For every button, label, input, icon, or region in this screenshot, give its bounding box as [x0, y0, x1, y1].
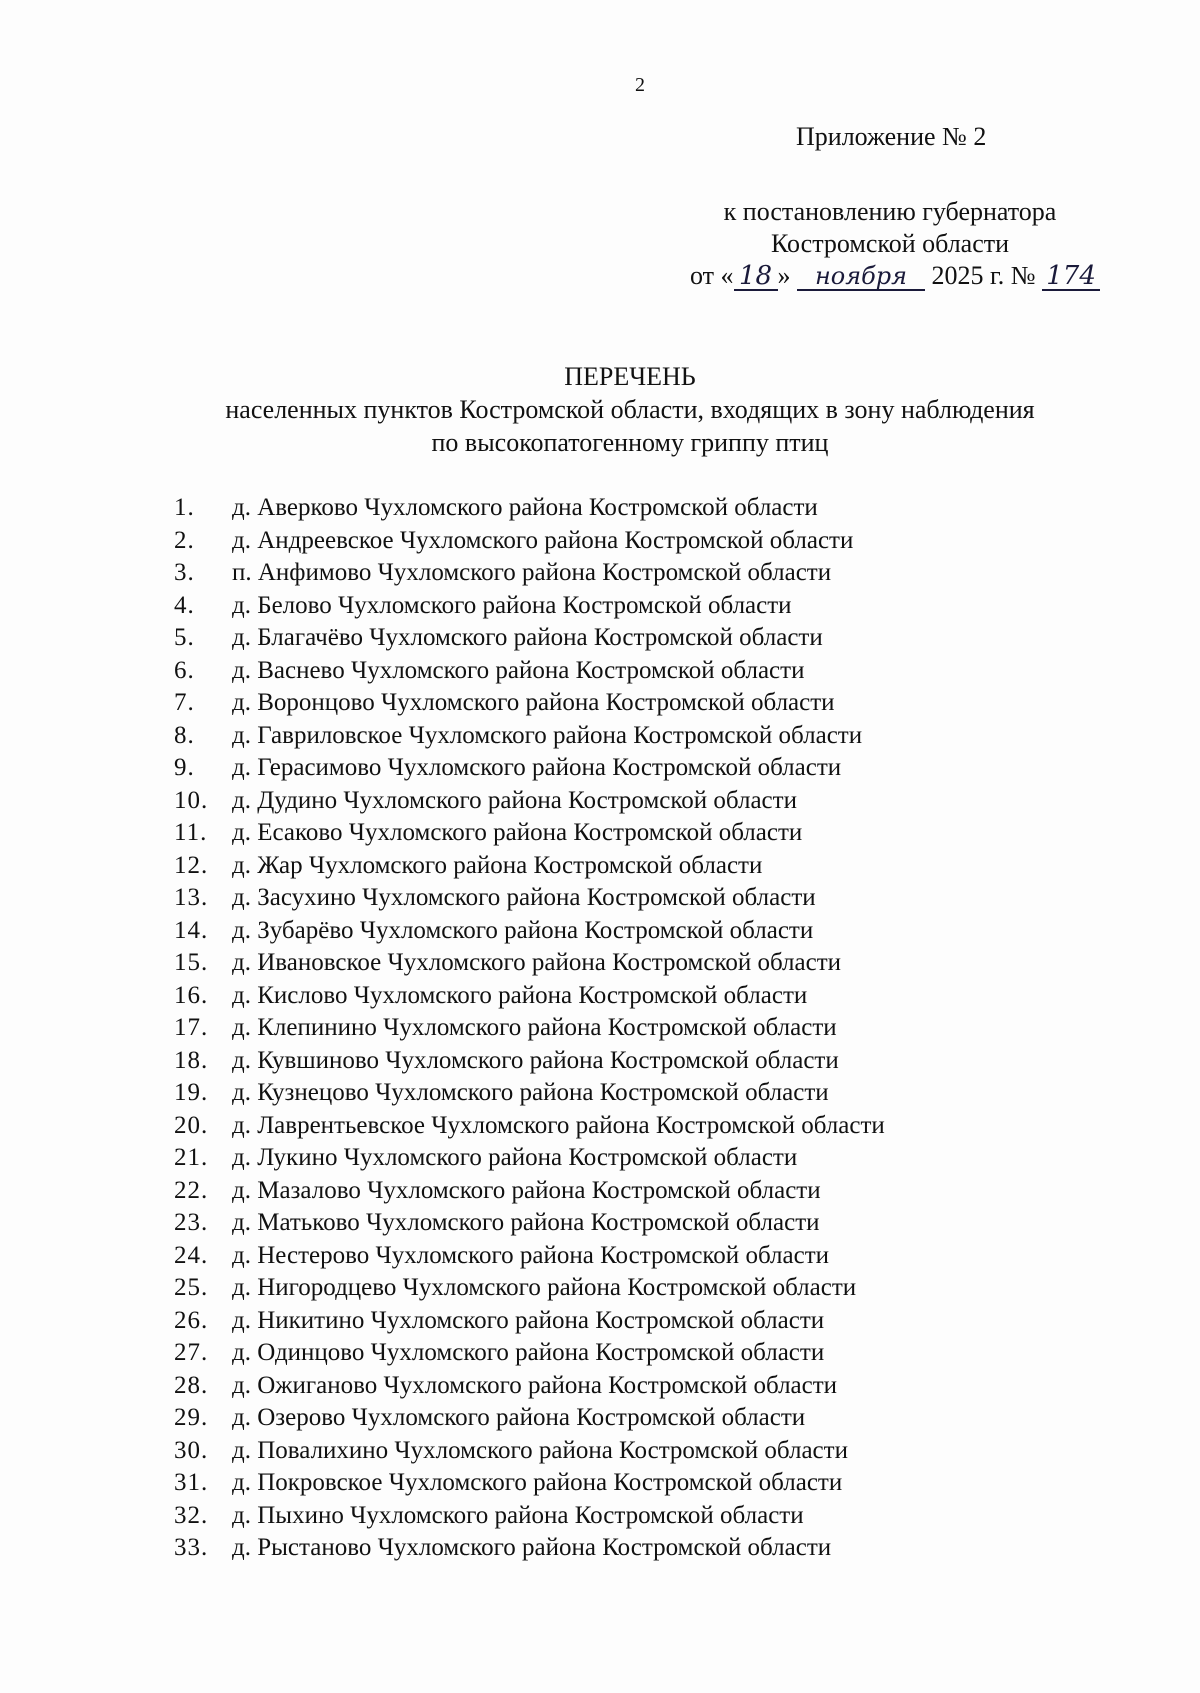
decree-reference	[690, 196, 1096, 292]
list-item	[150, 687, 885, 720]
page-number: 2	[635, 74, 645, 96]
handwritten-day: 18	[734, 263, 778, 291]
list-item-text: д. Нигородцево Чухломского района Костромской области	[232, 1274, 857, 1301]
list-item-number: 13.	[174, 884, 209, 911]
list-item-number: 31.	[174, 1469, 209, 1496]
decree-line-1: к постановлению губернатора	[723, 197, 1057, 226]
list-item	[150, 557, 885, 590]
list-item	[150, 1305, 885, 1338]
list-item-text: д. Зубарёво Чухломского района Костромской области	[232, 916, 814, 944]
list-item	[150, 850, 885, 883]
decree-day-close: »	[777, 261, 791, 290]
list-item-number: 33.	[174, 1534, 209, 1561]
list-item	[150, 882, 885, 915]
list-item-text: д. Мазалово Чухломского района Костромской области	[232, 1176, 821, 1204]
list-item-number: 30.	[174, 1436, 209, 1464]
list-item	[150, 1435, 885, 1468]
list-item-number: 22.	[174, 1176, 209, 1204]
list-item	[150, 590, 885, 623]
list-item-text: д. Андреевское Чухломского района Костромской области	[232, 526, 854, 554]
list-item-number: 24.	[174, 1241, 209, 1269]
list-item	[150, 622, 885, 655]
list-item-text: д. Жар Чухломского района Костромской области	[232, 851, 763, 879]
list-item	[150, 785, 885, 818]
list-item-number: 32.	[174, 1501, 209, 1529]
list-item-number: 21.	[174, 1144, 209, 1171]
list-item	[150, 1532, 885, 1565]
decree-date-prefix: от «	[690, 261, 734, 290]
list-item-text: д. Засухино Чухломского района Костромской области	[232, 884, 816, 911]
list-item-number: 16.	[174, 981, 209, 1009]
title-line-1: населенных пунктов Костромской области, входящих в зону наблюдения	[225, 395, 1035, 424]
list-item-number: 14.	[174, 916, 209, 944]
list-item-number: 10.	[174, 786, 209, 814]
list-item	[150, 1110, 885, 1143]
list-item-number: 7.	[174, 689, 195, 716]
list-item-text: д. Лаврентьевское Чухломского района Костромской области	[232, 1111, 885, 1139]
list-item-text: д. Рыстаново Чухломского района Костромской области	[232, 1534, 832, 1561]
list-item-text: д. Покровское Чухломского района Костромской области	[232, 1469, 843, 1496]
list-item	[150, 1370, 885, 1403]
list-item-number: 26.	[174, 1306, 209, 1334]
list-item-number: 29.	[174, 1404, 209, 1431]
list-item-number: 20.	[174, 1111, 209, 1139]
list-item-text: д. Дудино Чухломского района Костромской области	[232, 786, 797, 814]
document-title	[150, 360, 1110, 459]
list-item-text: д. Белово Чухломского района Костромской области	[232, 591, 792, 619]
list-item	[150, 1175, 885, 1208]
list-item-text: д. Есаково Чухломского района Костромской области	[232, 819, 803, 846]
list-item	[150, 720, 885, 753]
handwritten-month: ноября	[797, 263, 925, 291]
list-item	[150, 980, 885, 1013]
list-item-number: 4.	[174, 591, 195, 619]
title-line-2: по высокопатогенному гриппу птиц	[431, 428, 829, 457]
list-item-text: д. Воронцово Чухломского района Костромской области	[232, 689, 835, 716]
list-item	[150, 655, 885, 688]
list-item-number: 27.	[174, 1339, 209, 1366]
list-item-text: д. Лукино Чухломского района Костромской области	[232, 1144, 798, 1171]
list-item	[150, 1240, 885, 1273]
list-item-number: 23.	[174, 1209, 209, 1236]
list-item-number: 9.	[174, 754, 195, 781]
list-item-text: д. Благачёво Чухломского района Костромской области	[232, 624, 823, 651]
list-item	[150, 915, 885, 948]
list-item-number: 5.	[174, 624, 195, 651]
list-item	[150, 1142, 885, 1175]
list-item-text: д. Нестерово Чухломского района Костромской области	[232, 1241, 830, 1269]
list-item-text: д. Кузнецово Чухломского района Костромской области	[232, 1079, 829, 1106]
list-item-text: д. Ивановское Чухломского района Костромской области	[232, 949, 842, 976]
list-item	[150, 752, 885, 785]
list-item-number: 2.	[174, 526, 195, 554]
list-item	[150, 525, 885, 558]
list-item-text: д. Васнево Чухломского района Костромской области	[232, 656, 805, 684]
list-item-number: 8.	[174, 721, 195, 749]
list-item-text: д. Матьково Чухломского района Костромской области	[232, 1209, 820, 1236]
list-item-number: 19.	[174, 1079, 209, 1106]
list-item-text: п. Анфимово Чухломского района Костромской области	[232, 559, 832, 586]
list-item-number: 15.	[174, 949, 209, 976]
list-item	[150, 1077, 885, 1110]
list-item-text: д. Пыхино Чухломского района Костромской области	[232, 1501, 804, 1529]
list-item	[150, 1337, 885, 1370]
list-item-text: д. Герасимово Чухломского района Костромской области	[232, 754, 842, 781]
list-item-number: 6.	[174, 656, 195, 684]
list-item	[150, 947, 885, 980]
list-item	[150, 1045, 885, 1078]
settlement-list	[150, 492, 885, 1565]
list-item-text: д. Гавриловское Чухломского района Костромской области	[232, 721, 863, 749]
list-item	[150, 1207, 885, 1240]
list-item-number: 1.	[174, 494, 195, 521]
list-item-number: 18.	[174, 1046, 209, 1074]
list-item	[150, 492, 885, 525]
list-item-text: д. Ожиганово Чухломского района Костромской области	[232, 1371, 838, 1399]
list-item-number: 25.	[174, 1274, 209, 1301]
list-item	[150, 1402, 885, 1435]
decree-date-line	[690, 260, 1096, 292]
list-item-text: д. Кувшиново Чухломского района Костромской области	[232, 1046, 839, 1074]
appendix-label: Приложение № 2	[796, 122, 987, 151]
list-item-text: д. Кислово Чухломского района Костромской области	[232, 981, 808, 1009]
title-heading: ПЕРЕЧЕНЬ	[564, 362, 696, 391]
list-item-text: д. Повалихино Чухломского района Костромской области	[232, 1436, 848, 1464]
list-item	[150, 817, 885, 850]
list-item-number: 3.	[174, 559, 195, 586]
decree-year: 2025 г. №	[931, 261, 1036, 290]
list-item-text: д. Аверково Чухломского района Костромской области	[232, 494, 818, 521]
list-item	[150, 1467, 885, 1500]
list-item-number: 11.	[174, 819, 208, 846]
list-item-text: д. Никитино Чухломского района Костромской области	[232, 1306, 825, 1334]
list-item-text: д. Озерово Чухломского района Костромской области	[232, 1404, 806, 1431]
list-item-number: 28.	[174, 1371, 209, 1399]
handwritten-decree-number: 174	[1042, 263, 1100, 291]
list-item-number: 12.	[174, 851, 209, 879]
list-item-text: д. Клепинино Чухломского района Костромской области	[232, 1014, 837, 1041]
list-item	[150, 1012, 885, 1045]
decree-line-2: Костромской области	[770, 229, 1010, 258]
list-item	[150, 1500, 885, 1533]
list-item-text: д. Одинцово Чухломского района Костромской области	[232, 1339, 825, 1366]
list-item	[150, 1272, 885, 1305]
list-item-number: 17.	[174, 1014, 209, 1041]
